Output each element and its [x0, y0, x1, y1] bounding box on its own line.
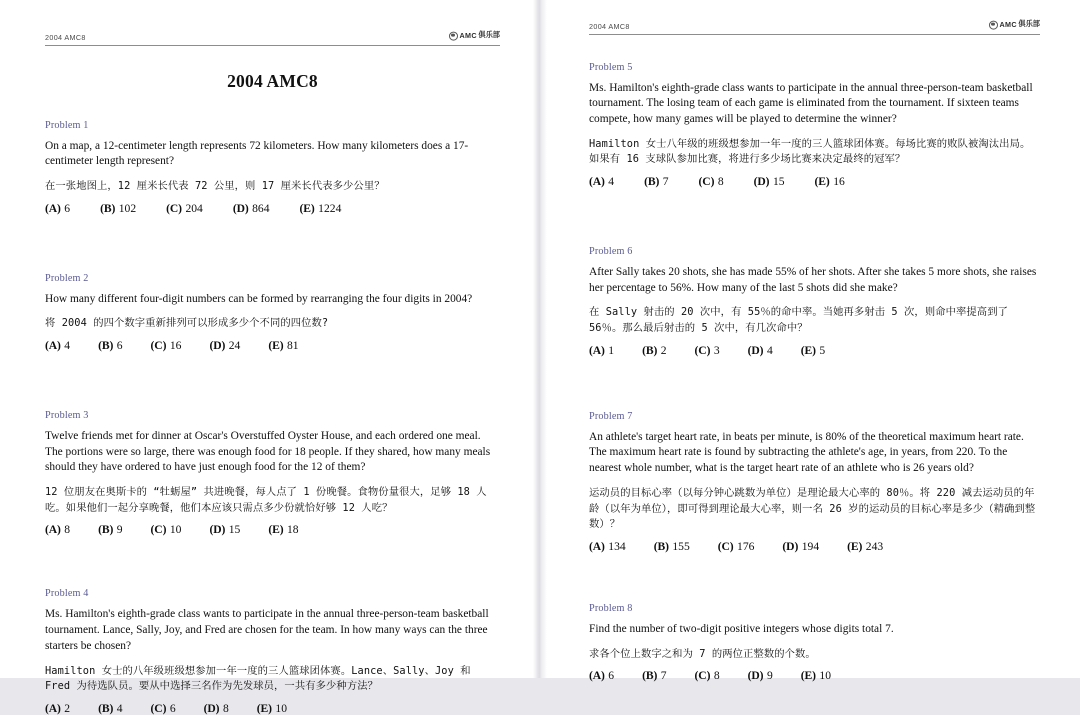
answer-choice-label: (D) [209, 523, 226, 537]
answer-choice-value: 4 [608, 174, 615, 188]
answer-choice[interactable] [589, 540, 626, 553]
problem-block [45, 410, 500, 536]
answer-choice-value: 4 [766, 343, 773, 357]
answer-choice[interactable] [695, 669, 720, 682]
header-brand-latin: AMC [999, 19, 1017, 29]
answer-choices [589, 540, 1040, 553]
header-right-branding [449, 30, 500, 40]
answer-choice-value: 243 [865, 539, 884, 553]
answer-choice-label: (C) [694, 343, 711, 357]
answer-choice-value: 3 [713, 343, 720, 357]
answer-choice-value: 204 [185, 201, 203, 215]
answer-choice[interactable] [98, 339, 122, 352]
answer-choice-label: (D) [209, 338, 226, 352]
page-title: 2004 AMC8 [227, 70, 318, 91]
problem-heading: Problem 6 [589, 245, 633, 257]
header-right-branding [989, 19, 1040, 29]
answer-choice-label: (A) [45, 523, 61, 537]
answer-choice-value: 8 [222, 701, 229, 715]
answer-choice-value: 4 [64, 338, 71, 352]
answer-choice-label: (C) [717, 539, 734, 553]
header-brand-latin: AMC [459, 30, 477, 40]
answer-choice-value: 81 [286, 338, 299, 352]
header-left-label: 2004 AMC8 [589, 21, 630, 31]
answer-choice-label: (E) [256, 701, 272, 715]
answer-choice-value: 9 [116, 523, 123, 537]
answer-choice-value: 2 [64, 701, 71, 715]
answer-choice-value: 6 [116, 338, 123, 352]
answer-choice-label: (C) [150, 701, 167, 715]
answer-choice-value: 134 [608, 539, 626, 553]
problem-statement-cn: Hamilton 女士的八年级班级想参加一年一度的三人篮球团体赛。Lance、Sally、Joy 和 Fred 为待选队员。要从中选择三名作为先发球员，一共有多少种方法？ [45, 664, 471, 693]
answer-choice-value: 8 [717, 174, 724, 188]
answer-choice[interactable] [151, 523, 182, 536]
answer-choice-label: (E) [800, 669, 816, 683]
answer-choice-label: (C) [166, 201, 182, 215]
running-header [589, 19, 1040, 35]
problem-statement-en: How many different four-digit numbers can be formed by rearranging the four digits in 2004? [45, 292, 473, 305]
problem-statement-en: Find the number of two-digit positive integers whose digits total 7. [589, 622, 894, 635]
problem-heading: Problem 3 [45, 409, 89, 421]
answer-choice[interactable] [748, 344, 773, 357]
answer-choice-value: 102 [118, 201, 137, 215]
problem-heading: Problem 4 [45, 588, 89, 600]
problem-block [45, 120, 500, 215]
answer-choice-value: 24 [228, 338, 241, 352]
answer-choice[interactable] [209, 523, 240, 536]
problem-heading: Problem 7 [589, 410, 633, 422]
problem-statement-en: Ms. Hamilton's eighth-grade class wants to participate in the annual three-person-team basketball tournament. Lance, Sally, Joy, and Fred are chosen for the team. In how many ways can the three starters be chosen? [45, 608, 489, 652]
answer-choice[interactable] [695, 344, 720, 357]
answer-choice-value: 18 [286, 523, 299, 537]
answer-choice[interactable] [45, 202, 70, 215]
problem-statement-cn: 在 Sally 射击的 20 次中，有 55％的命中率。当她再多射击 5 次，则命中率提高到了 56％。那么最后射击的 5 次中，有几次命中？ [589, 306, 1008, 335]
amc-club-logo-icon [449, 31, 458, 40]
answer-choice-label: (E) [268, 338, 284, 352]
answer-choice-label: (C) [150, 523, 167, 537]
answer-choice[interactable] [45, 339, 70, 352]
answer-choice-label: (A) [45, 701, 61, 715]
page-gutter [533, 0, 547, 678]
amc-club-logo-icon [989, 20, 998, 29]
answer-choice[interactable] [644, 175, 668, 188]
answer-choice[interactable] [268, 523, 298, 536]
answer-choice-value: 176 [737, 539, 755, 553]
answer-choice-label: (D) [747, 669, 764, 683]
answer-choice[interactable] [45, 523, 70, 536]
answer-choices [45, 523, 500, 536]
answer-choice-label: (D) [203, 701, 220, 715]
answer-choice-label: (B) [100, 201, 116, 215]
answer-choice[interactable] [98, 702, 122, 715]
answer-choice[interactable] [642, 344, 666, 357]
problem-statement-en: Twelve friends met for dinner at Oscar's Overstuffed Oyster House, and each ordered one meal. The portions were so large, there was enough food for 18 people. If they shared, how many meals should they have ordered to have just enough food for the 12 of them? [45, 429, 491, 474]
problem-heading: Problem 1 [45, 119, 89, 131]
problem-heading: Problem 8 [589, 602, 633, 614]
answer-choice-value: 7 [662, 174, 669, 188]
answer-choice-label: (A) [589, 343, 605, 357]
answer-choice-label: (A) [589, 669, 605, 683]
answer-choice[interactable] [782, 540, 819, 553]
answer-choice-value: 864 [252, 201, 270, 215]
answer-choice[interactable] [166, 202, 203, 215]
problem-statement-cn: 运动员的目标心率（以每分钟心跳数为单位）是理论最大心率的 80％。将 220 减去运动员的年龄（以年为单位），即可得到理论最大心率，则一名 26 岁的运动员的目标心率是多少（精确到整数）？ [589, 486, 1036, 531]
answer-choice-value: 6 [608, 669, 615, 683]
problem-statement-en: An athlete's target heart rate, in beats per minute, is 80% of the theoretical maximum heart rate. The maximum heart rate is found by subtracting the athlete's age, in years, from 220. To the nearest whole number, what is the target heart rate of an athlete who is 26 years old? [589, 430, 1024, 475]
problem-block [589, 411, 1040, 553]
running-header [45, 30, 500, 46]
problem-block [589, 246, 1040, 357]
problem-block [589, 62, 1040, 188]
answer-choice[interactable] [718, 540, 755, 553]
answer-choice-value: 2 [660, 343, 667, 357]
answer-choice-label: (D) [232, 201, 249, 215]
problem-statement-en: On a map, a 12-centimeter length represents 72 kilometers. How many kilometers does a 17-centimeter length represent? [45, 139, 469, 168]
problem-statement-cn: 求各个位上数字之和为 7 的两位正整数的个数。 [589, 647, 816, 660]
answer-choice-label: (E) [268, 523, 284, 537]
answer-choice-label: (C) [698, 174, 715, 188]
problem-block [45, 273, 500, 352]
problem-heading: Problem 5 [589, 61, 633, 73]
answer-choice-label: (B) [98, 338, 114, 352]
answer-choices [589, 344, 1040, 357]
page-right [547, 0, 1080, 683]
answer-choice[interactable] [100, 202, 136, 215]
answer-choice-value: 9 [766, 669, 773, 683]
problem-block [589, 603, 1040, 682]
answer-choice-value: 8 [64, 523, 71, 537]
answer-choice-value: 6 [64, 201, 71, 215]
answer-choice-label: (B) [642, 343, 658, 357]
answer-choice-label: (C) [150, 338, 167, 352]
header-brand-cn: 俱乐部 [1018, 19, 1040, 28]
answer-choice-label: (A) [589, 174, 605, 188]
answer-choice-value: 7 [660, 669, 667, 683]
problem-list-left [45, 120, 500, 715]
answer-choice[interactable] [300, 202, 342, 215]
answer-choice[interactable] [257, 702, 287, 715]
answer-choice[interactable] [209, 339, 240, 352]
answer-choice-value: 16 [169, 338, 182, 352]
answer-choice-value: 15 [228, 523, 241, 537]
answer-choice[interactable] [204, 702, 229, 715]
answer-choice[interactable] [98, 523, 122, 536]
answer-choice[interactable] [151, 702, 176, 715]
answer-choices [45, 702, 500, 715]
answer-choice-label: (A) [589, 539, 605, 553]
answer-choice-value: 8 [713, 669, 720, 683]
answer-choices [589, 669, 1040, 682]
answer-choice[interactable] [589, 175, 614, 188]
answer-choice[interactable] [268, 339, 298, 352]
answer-choice-value: 10 [169, 523, 182, 537]
answer-choice[interactable] [654, 540, 690, 553]
problem-statement-en: After Sally takes 20 shots, she has made 55% of her shots. After she takes 5 more shots, she raises her percentage to 56%. How many of the last 5 shots did she make? [589, 265, 1037, 294]
answer-choice-label: (D) [753, 174, 770, 188]
answer-choice[interactable] [699, 175, 724, 188]
answer-choice-value: 5 [819, 343, 826, 357]
answer-choice-value: 155 [672, 539, 690, 553]
answer-choice-label: (E) [299, 201, 315, 215]
answer-choice-label: (E) [847, 539, 863, 553]
problem-list-right [589, 62, 1040, 683]
header-left-label: 2004 AMC8 [45, 32, 86, 42]
header-brand-cn: 俱乐部 [478, 30, 500, 39]
answer-choice-value: 10 [819, 669, 831, 683]
answer-choices [589, 175, 1040, 188]
problem-statement-cn: 在一张地图上，12 厘米长代表 72 公里，则 17 厘米长代表多少公里？ [45, 179, 385, 192]
answer-choice-value: 194 [801, 539, 820, 553]
answer-choice-label: (B) [642, 669, 658, 683]
answer-choice-label: (D) [782, 539, 799, 553]
answer-choice[interactable] [801, 344, 825, 357]
answer-choice-value: 6 [169, 701, 176, 715]
answer-choice-label: (E) [800, 343, 816, 357]
answer-choice[interactable] [754, 175, 785, 188]
answer-choice-value: 4 [116, 701, 123, 715]
answer-choice-value: 16 [833, 174, 845, 188]
problem-block [45, 588, 500, 714]
answer-choice[interactable] [642, 669, 666, 682]
answer-choice-label: (A) [45, 201, 61, 215]
answer-choice[interactable] [815, 175, 845, 188]
answer-choices [45, 339, 500, 352]
answer-choice-label: (E) [814, 174, 830, 188]
answer-choice[interactable] [233, 202, 270, 215]
answer-choice[interactable] [45, 702, 70, 715]
answer-choice[interactable] [589, 344, 614, 357]
answer-choice-label: (B) [98, 701, 114, 715]
answer-choice-label: (D) [747, 343, 764, 357]
answer-choice-value: 1224 [318, 201, 342, 215]
answer-choice-value: 15 [772, 174, 785, 188]
problem-heading: Problem 2 [45, 272, 89, 284]
answer-choice-label: (C) [694, 669, 711, 683]
answer-choice[interactable] [801, 669, 831, 682]
answer-choices [45, 202, 500, 215]
answer-choice-value: 1 [608, 343, 615, 357]
problem-statement-cn: 12 位朋友在奥斯卡的 “牡蛎屋” 共进晚餐，每人点了 1 份晚餐。食物份量很大，足够 18 人吃。如果他们一起分享晚餐，他们本应该只需点多少份就恰好够 12 人吃？ [45, 486, 487, 514]
problem-statement-cn: Hamilton 女士八年级的班级想参加一年一度的三人篮球团体赛。每场比赛的败队被淘汰出局。如果有 16 支球队参加比赛，将进行多少场比赛来决定最终的冠军？ [589, 137, 1031, 166]
answer-choice-label: (B) [644, 174, 660, 188]
answer-choice-label: (B) [98, 523, 114, 537]
answer-choice[interactable] [847, 540, 883, 553]
problem-statement-cn: 将 2004 的四个数字重新排列可以形成多少个不同的四位数? [45, 317, 329, 330]
answer-choice-label: (A) [45, 338, 61, 352]
answer-choice[interactable] [748, 669, 773, 682]
answer-choice-value: 10 [275, 701, 287, 715]
answer-choice-label: (B) [653, 539, 669, 553]
problem-statement-en: Ms. Hamilton's eighth-grade class wants to participate in the annual three-person-team basketball tournament. The losing team of each game is eliminated from the tournament. If sixteen teams compete, how many games will be played to determine the winner? [589, 81, 1033, 125]
page-left [0, 0, 533, 715]
answer-choice[interactable] [151, 339, 182, 352]
answer-choice[interactable] [589, 669, 614, 682]
